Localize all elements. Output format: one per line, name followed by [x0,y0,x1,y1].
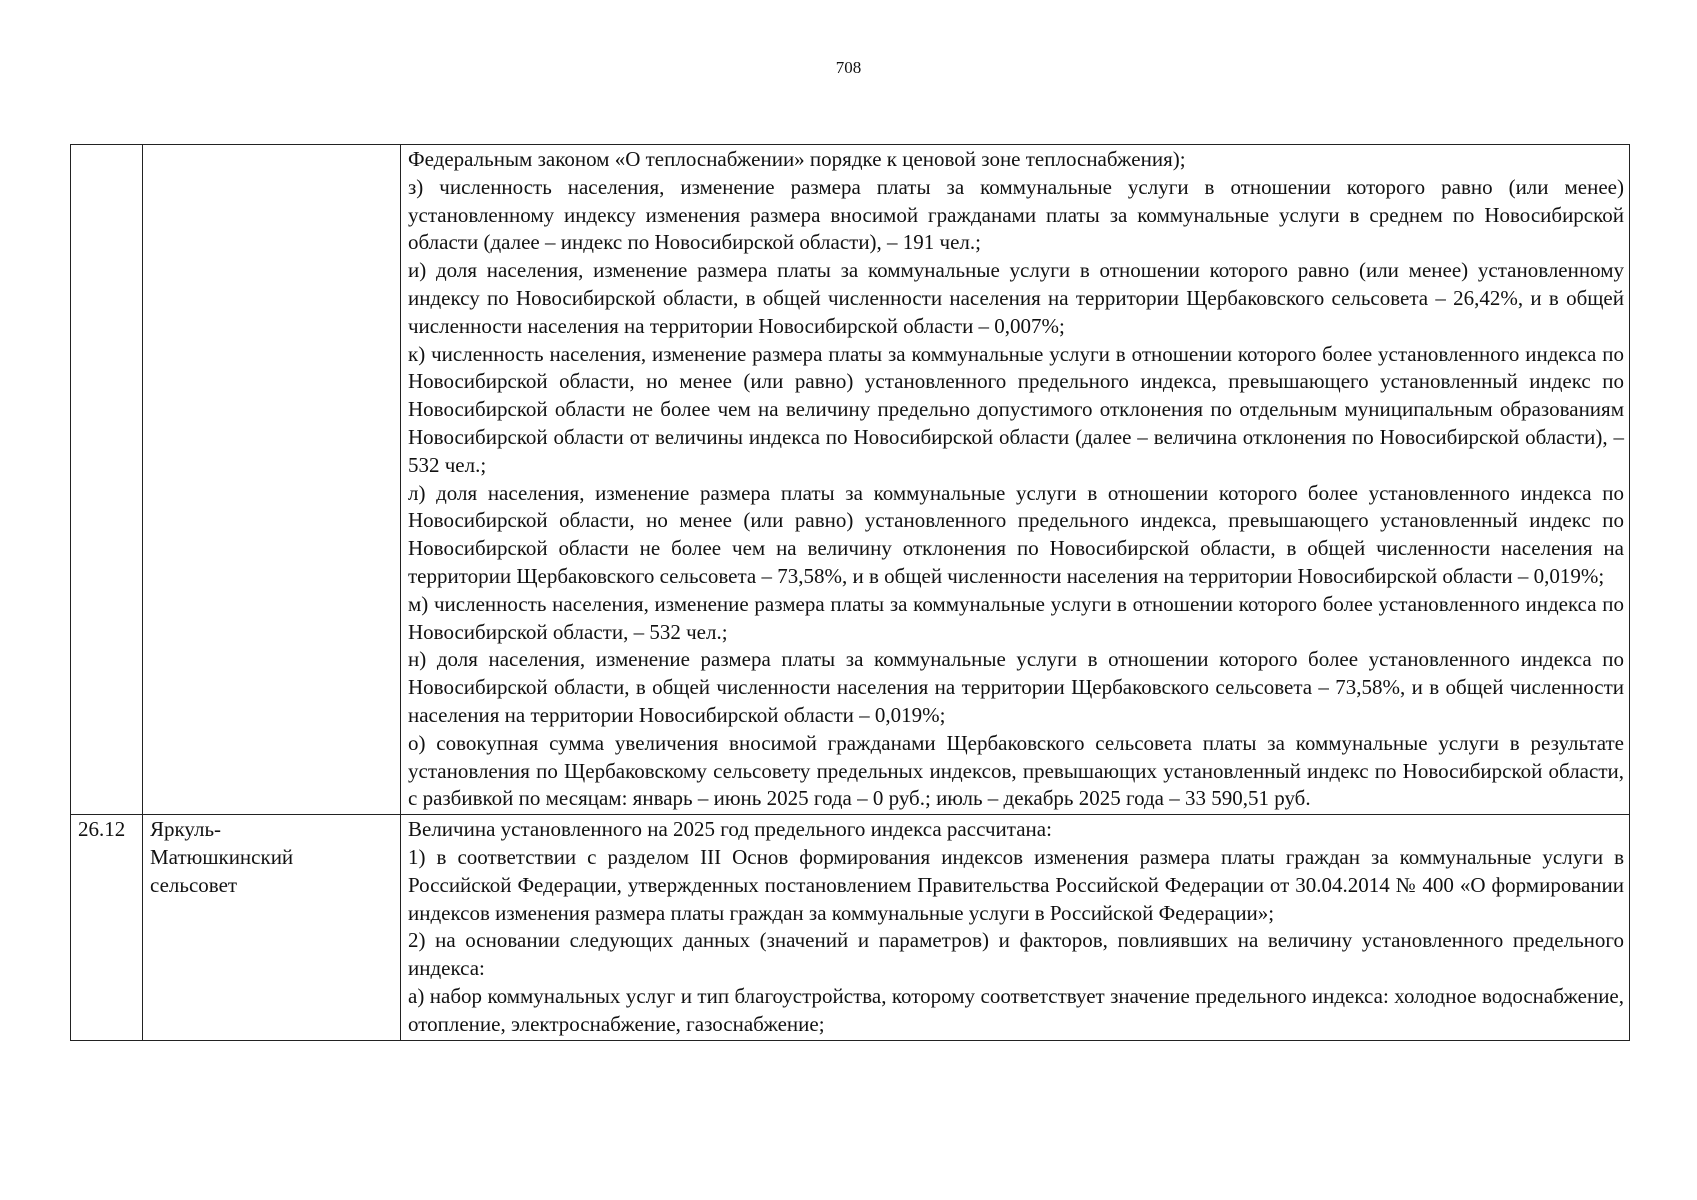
table-row [71,145,1630,815]
municipality-name-line: Матюшкинский [150,844,294,869]
paragraph: Федеральным законом «О теплоснабжении» порядке к ценовой зоне теплоснабжения); [408,147,1186,171]
description-cell [401,145,1630,815]
paragraph: 2) на основании следующих данных (значений и параметров) и факторов, повлиявших на величину установленного предельного индекса: [408,928,1624,981]
row-number-cell [71,145,143,815]
paragraph: и) доля населения, изменение размера платы за коммунальные услуги в отношении которого равно (или менее) установленному индексу по Новосибирской области, в общей численности населения на территории Щербаковского сельсовета – 26,42%, и в общей численности населения на территории Новосибирской области – 0,007%; [408,258,1624,338]
paragraph: а) набор коммунальных услуг и тип благоустройства, которому соответствует значение предельного индекса: холодное водоснабжение, отопление, электроснабжение, газоснабжение; [408,983,1624,1036]
paragraph: л) доля населения, изменение размера платы за коммунальные услуги в отношении которого более установленного индекса по Новосибирской области, но менее (или равно) установленного предельного индекса, превышающего установленный индекс по Новосибирской области не более чем на величину отклонения по Новосибирской области, в общей численности населения на территории Щербаковского сельсовета – 73,58%, и в общей численности населения на территории Новосибирской области – 0,019%; [408,480,1624,588]
paragraph: к) численность населения, изменение размера платы за коммунальные услуги в отношении которого более установленного индекса по Новосибирской области, но менее (или равно) установленного предельного индекса, превышающего установленный индекс по Новосибирской области не более чем на величину предельно допустимого отклонения по отдельным муниципальным образованиям Новосибирской области от величины индекса по Новосибирской области (далее – величина отклонения по Новосибирской области), – 532 чел.; [408,341,1624,477]
table-row [71,815,1630,1040]
page-number: 708 [835,58,862,77]
paragraph: 1) в соответствии с разделом III Основ формирования индексов изменения размера платы граждан за коммунальные услуги в Российской Федерации, утвержденных постановлением Правительства Российской Федерации от 30.04.2014 № 400 «О формировании индексов изменения размера платы граждан за коммунальные услуги в Российской Федерации»; [408,844,1624,925]
row-number-cell: 26.12 [71,815,143,1040]
municipality-name-line: Яркуль- [150,817,222,842]
paragraph: о) совокупная сумма увеличения вносимой гражданами Щербаковского сельсовета платы за коммунальные услуги в результате установления по Щербаковскому сельсовету предельных индексов, превышающих установленный индекс по Новосибирской области, с разбивкой по месяцам: январь – июнь 2025 года – 0 руб.; июль – декабрь 2025 года – 33 590,51 руб. [408,730,1624,811]
paragraph: з) численность населения, изменение размера платы за коммунальные услуги в отношении которого равно (или менее) установленному индексу изменения размера вносимой гражданами платы за коммунальные услуги в среднем по Новосибирской области (далее – индекс по Новосибирской области), – 191 чел.; [408,174,1624,255]
paragraph: м) численность населения, изменение размера платы за коммунальные услуги в отношении которого более установленного индекса по Новосибирской области, – 532 чел.; [408,591,1624,644]
document-table [70,144,1630,1041]
municipality-name-cell [143,815,401,1040]
municipality-name-line: сельсовет [150,872,238,897]
municipality-name-cell [143,145,401,815]
description-cell [401,815,1630,1040]
paragraph: Величина установленного на 2025 год предельного индекса рассчитана: [408,817,1052,842]
paragraph: н) доля населения, изменение размера платы за коммунальные услуги в отношении которого более установленного индекса по Новосибирской области, в общей численности населения на территории Щербаковского сельсовета – 73,58%, и в общей численности населения на территории Новосибирской области – 0,019%; [408,647,1624,727]
